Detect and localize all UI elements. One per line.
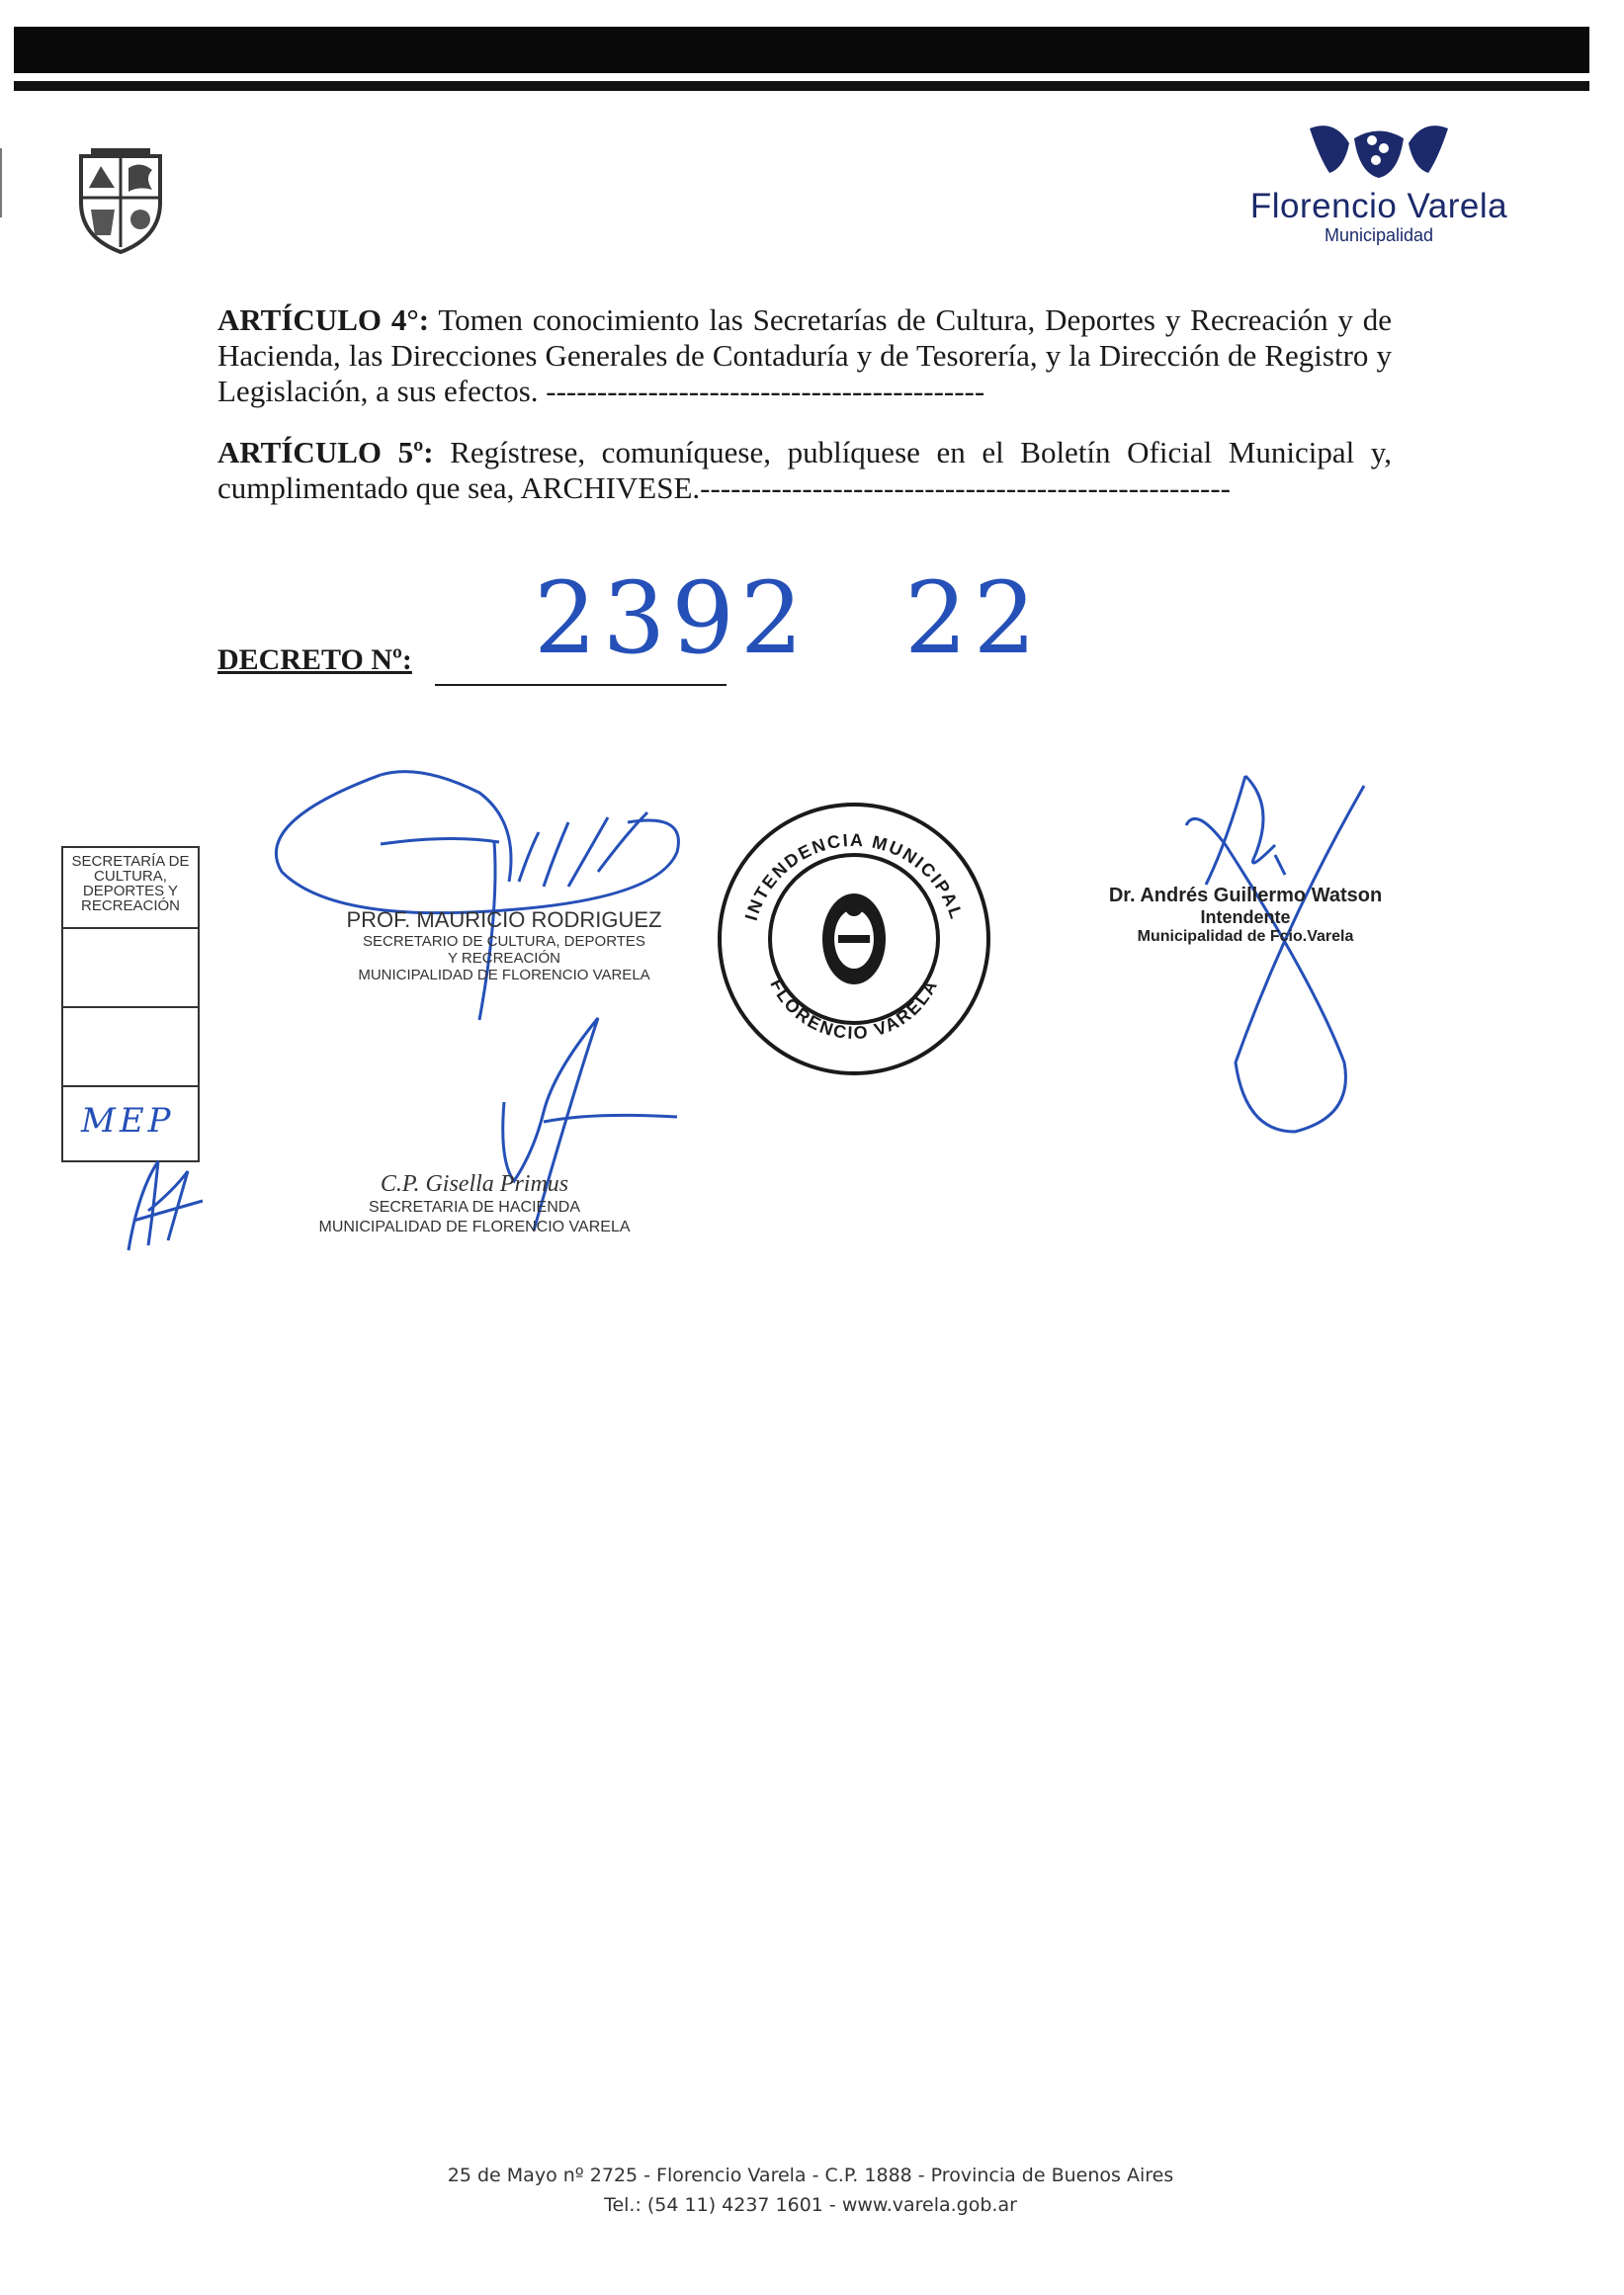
header-thin-rule bbox=[14, 81, 1589, 91]
handwritten-signature-1 bbox=[272, 763, 707, 1040]
decree-underline bbox=[435, 684, 727, 686]
article-5-text: Regístrese, comuníquese, publíquese en el Boletín Oficial Municipal y, cumplimentado que sea, ARCHIVESE.---------------------------------------------------- bbox=[217, 435, 1393, 505]
brand-subtitle: Municipalidad bbox=[1324, 225, 1434, 245]
signatory-title: SECRETARIO DE CULTURA, DEPORTES bbox=[363, 933, 645, 950]
handwritten-initial-signature bbox=[119, 1151, 208, 1260]
signatory-title: Intendente bbox=[1200, 907, 1291, 927]
header-black-bar bbox=[14, 27, 1589, 73]
article-4-text: Tomen conocimiento las Secretarías de Cultura, Deportes y Recreación y de Hacienda, las Direcciones Generales de Contaduría y de Tesorería, y la Dirección de Registro y Legislación, a sus efectos. ------------------------------------------- bbox=[217, 302, 1392, 408]
signatory-organization: Municipalidad de Fcio.Varela bbox=[1137, 928, 1354, 945]
signatory-name: PROF. MAURICIO RODRIGUEZ bbox=[346, 907, 662, 932]
signatory-organization: MUNICIPALIDAD DE FLORENCIO VARELA bbox=[318, 1219, 631, 1235]
municipality-emblem-icon bbox=[1305, 119, 1453, 180]
brand-name: Florencio Varela bbox=[1249, 187, 1508, 225]
footer-contact-line: Tel.: (54 11) 4237 1601 - www.varela.gob.ar bbox=[604, 2194, 1017, 2216]
signatory-intendente bbox=[1068, 885, 1423, 946]
article-5-label: ARTÍCULO 5º: bbox=[217, 435, 434, 469]
stamp-title: SECRETARÍA DE CULTURA, DEPORTES Y RECREACIÓN bbox=[61, 846, 200, 927]
footer-address bbox=[316, 2161, 1305, 2220]
official-seal bbox=[714, 799, 995, 1080]
decree-number-stamp: 2392 bbox=[534, 560, 810, 676]
signatory-title: Y RECREACIÓN bbox=[448, 950, 560, 967]
svg-text:FLORENCIO VARELA bbox=[766, 976, 941, 1043]
municipal-shield-icon bbox=[71, 148, 170, 257]
seal-bottom-text: FLORENCIO VARELA bbox=[766, 976, 942, 1044]
signatory-name: C.P. Gisella Primus bbox=[380, 1171, 569, 1197]
stamp-blank-cell bbox=[61, 927, 200, 1006]
municipality-logo bbox=[1216, 119, 1542, 257]
handwritten-signature-intendente bbox=[1166, 766, 1394, 1142]
decree-year-stamp: 22 bbox=[904, 560, 1043, 676]
stamp-initials: MEP bbox=[81, 1101, 175, 1141]
article-4-label: ARTÍCULO 4°: bbox=[217, 302, 430, 337]
signatory-title: SECRETARIA DE HACIENDA bbox=[369, 1199, 580, 1216]
scan-margin-mark bbox=[0, 148, 2, 217]
seal-top-text: INTENDENCIA MUNICIPAL bbox=[740, 829, 968, 923]
initials-stamp-box bbox=[61, 846, 200, 1162]
article-4 bbox=[217, 302, 1392, 409]
decree-label: DECRETO Nº: bbox=[217, 643, 412, 676]
footer-address-line: 25 de Mayo nº 2725 - Florencio Varela - C.P. 1888 - Provincia de Buenos Aires bbox=[447, 2165, 1174, 2186]
signatory-name: Dr. Andrés Guillermo Watson bbox=[1108, 885, 1383, 906]
signatory-hacienda bbox=[287, 1171, 662, 1237]
signatory-organization: MUNICIPALIDAD DE FLORENCIO VARELA bbox=[358, 967, 650, 983]
article-5 bbox=[217, 435, 1392, 506]
stamp-blank-cell bbox=[61, 1006, 200, 1085]
national-emblem-icon bbox=[822, 893, 886, 984]
signatory-cultura bbox=[297, 907, 712, 983]
